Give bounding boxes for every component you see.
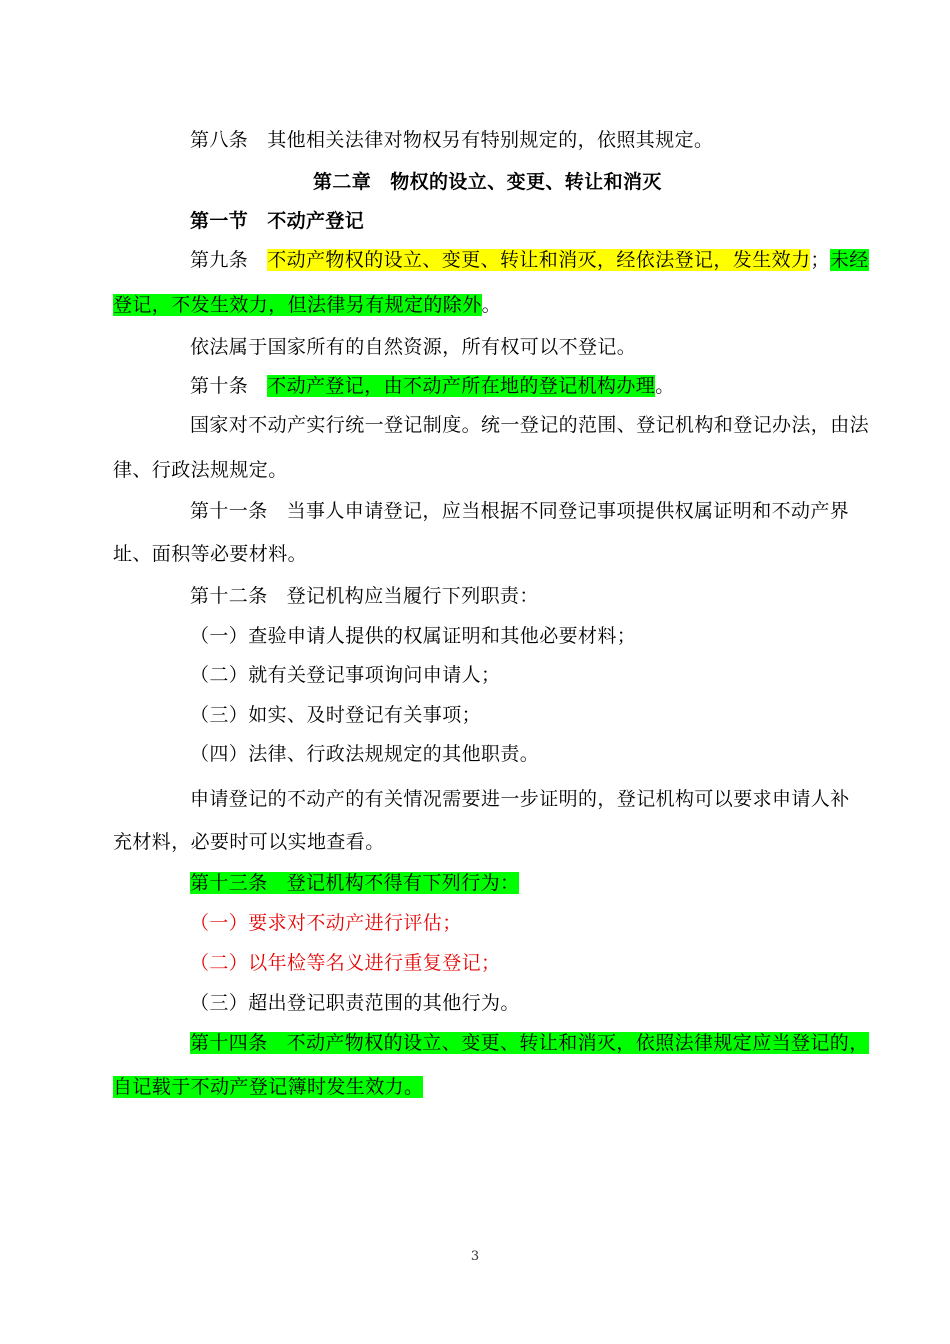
article-9-line-1	[190, 246, 869, 274]
article-13-text: 登记机构不得有下列行为：	[286, 872, 520, 894]
article-9-highlight-yellow: 不动产物权的设立、变更、转让和消灭，经依法登记，发生效力	[267, 249, 811, 271]
chapter-title: 物权的设立、变更、转让和消灭	[390, 171, 662, 193]
article-14-highlight-green	[190, 1032, 869, 1054]
article-9-label: 第九条	[190, 249, 249, 271]
article-12-text: 登记机构应当履行下列职责：	[286, 585, 539, 607]
article-12-label: 第十二条	[190, 585, 268, 607]
article-9-end: 。	[481, 294, 502, 316]
article-14-line-2	[113, 1073, 423, 1101]
chapter-heading	[313, 168, 662, 196]
article-13-highlight-green	[190, 872, 519, 894]
section-title: 不动产登记	[267, 210, 365, 232]
article-9-highlight-green-a: 未经	[829, 249, 869, 271]
article-14-line-1	[190, 1029, 869, 1057]
article-12-para-line-2: 充材料，必要时可以实地查看。	[113, 831, 385, 853]
section-heading	[190, 207, 364, 235]
chapter-label: 第二章	[313, 171, 372, 193]
article-13-item-red: （二）以年检等名义进行重复登记；	[190, 952, 501, 974]
article-10-end: 。	[655, 375, 675, 397]
article-13-line-1	[190, 869, 519, 897]
article-14-highlight-green-2: 自记载于不动产登记簿时发生效力。	[113, 1076, 424, 1098]
article-13-item-red: （一）要求对不动产进行评估；	[190, 912, 462, 934]
article-13-item: （三）超出登记职责范围的其他行为。	[190, 992, 520, 1014]
article-10-para-2-line-1: 国家对不动产实行统一登记制度。统一登记的范围、登记机构和登记办法，由法	[190, 414, 870, 436]
article-11-line-2: 址、面积等必要材料。	[113, 543, 308, 565]
page-number: 3	[470, 1249, 480, 1264]
article-8	[190, 126, 713, 154]
article-12-item: （一）查验申请人提供的权属证明和其他必要材料；	[190, 625, 637, 647]
article-12-item: （三）如实、及时登记有关事项；	[190, 704, 482, 726]
article-12-line-1	[190, 582, 539, 610]
article-9-para-2: 依法属于国家所有的自然资源，所有权可以不登记。	[190, 336, 637, 358]
article-8-text: 其他相关法律对物权另有特别规定的，依照其规定。	[267, 129, 714, 151]
article-8-label: 第八条	[190, 129, 249, 151]
article-9-line-2	[113, 291, 501, 319]
article-10-line-1	[190, 372, 675, 400]
article-10-highlight-green: 不动产登记，由不动产所在地的登记机构办理	[267, 375, 656, 397]
article-12-item: （四）法律、行政法规规定的其他职责。	[190, 743, 540, 765]
article-12-item: （二）就有关登记事项询问申请人；	[190, 664, 501, 686]
article-10-label: 第十条	[190, 375, 249, 397]
section-label: 第一节	[190, 210, 249, 232]
article-9-highlight-green-b: 登记，不发生效力，但法律另有规定的除外	[113, 294, 482, 316]
article-11-line-1	[190, 497, 849, 525]
article-14-text: 不动产物权的设立、变更、转让和消灭，依照法律规定应当登记的，	[286, 1032, 869, 1054]
article-14-label: 第十四条	[190, 1032, 268, 1054]
article-11-label: 第十一条	[190, 500, 268, 522]
article-9-separator: ；	[810, 249, 830, 271]
article-10-para-2-line-2: 律、行政法规规定。	[113, 459, 288, 481]
article-12-para-line-1: 申请登记的不动产的有关情况需要进一步证明的，登记机构可以要求申请人补	[190, 788, 850, 810]
article-13-label: 第十三条	[190, 872, 268, 894]
article-11-text: 当事人申请登记，应当根据不同登记事项提供权属证明和不动产界	[286, 500, 850, 522]
